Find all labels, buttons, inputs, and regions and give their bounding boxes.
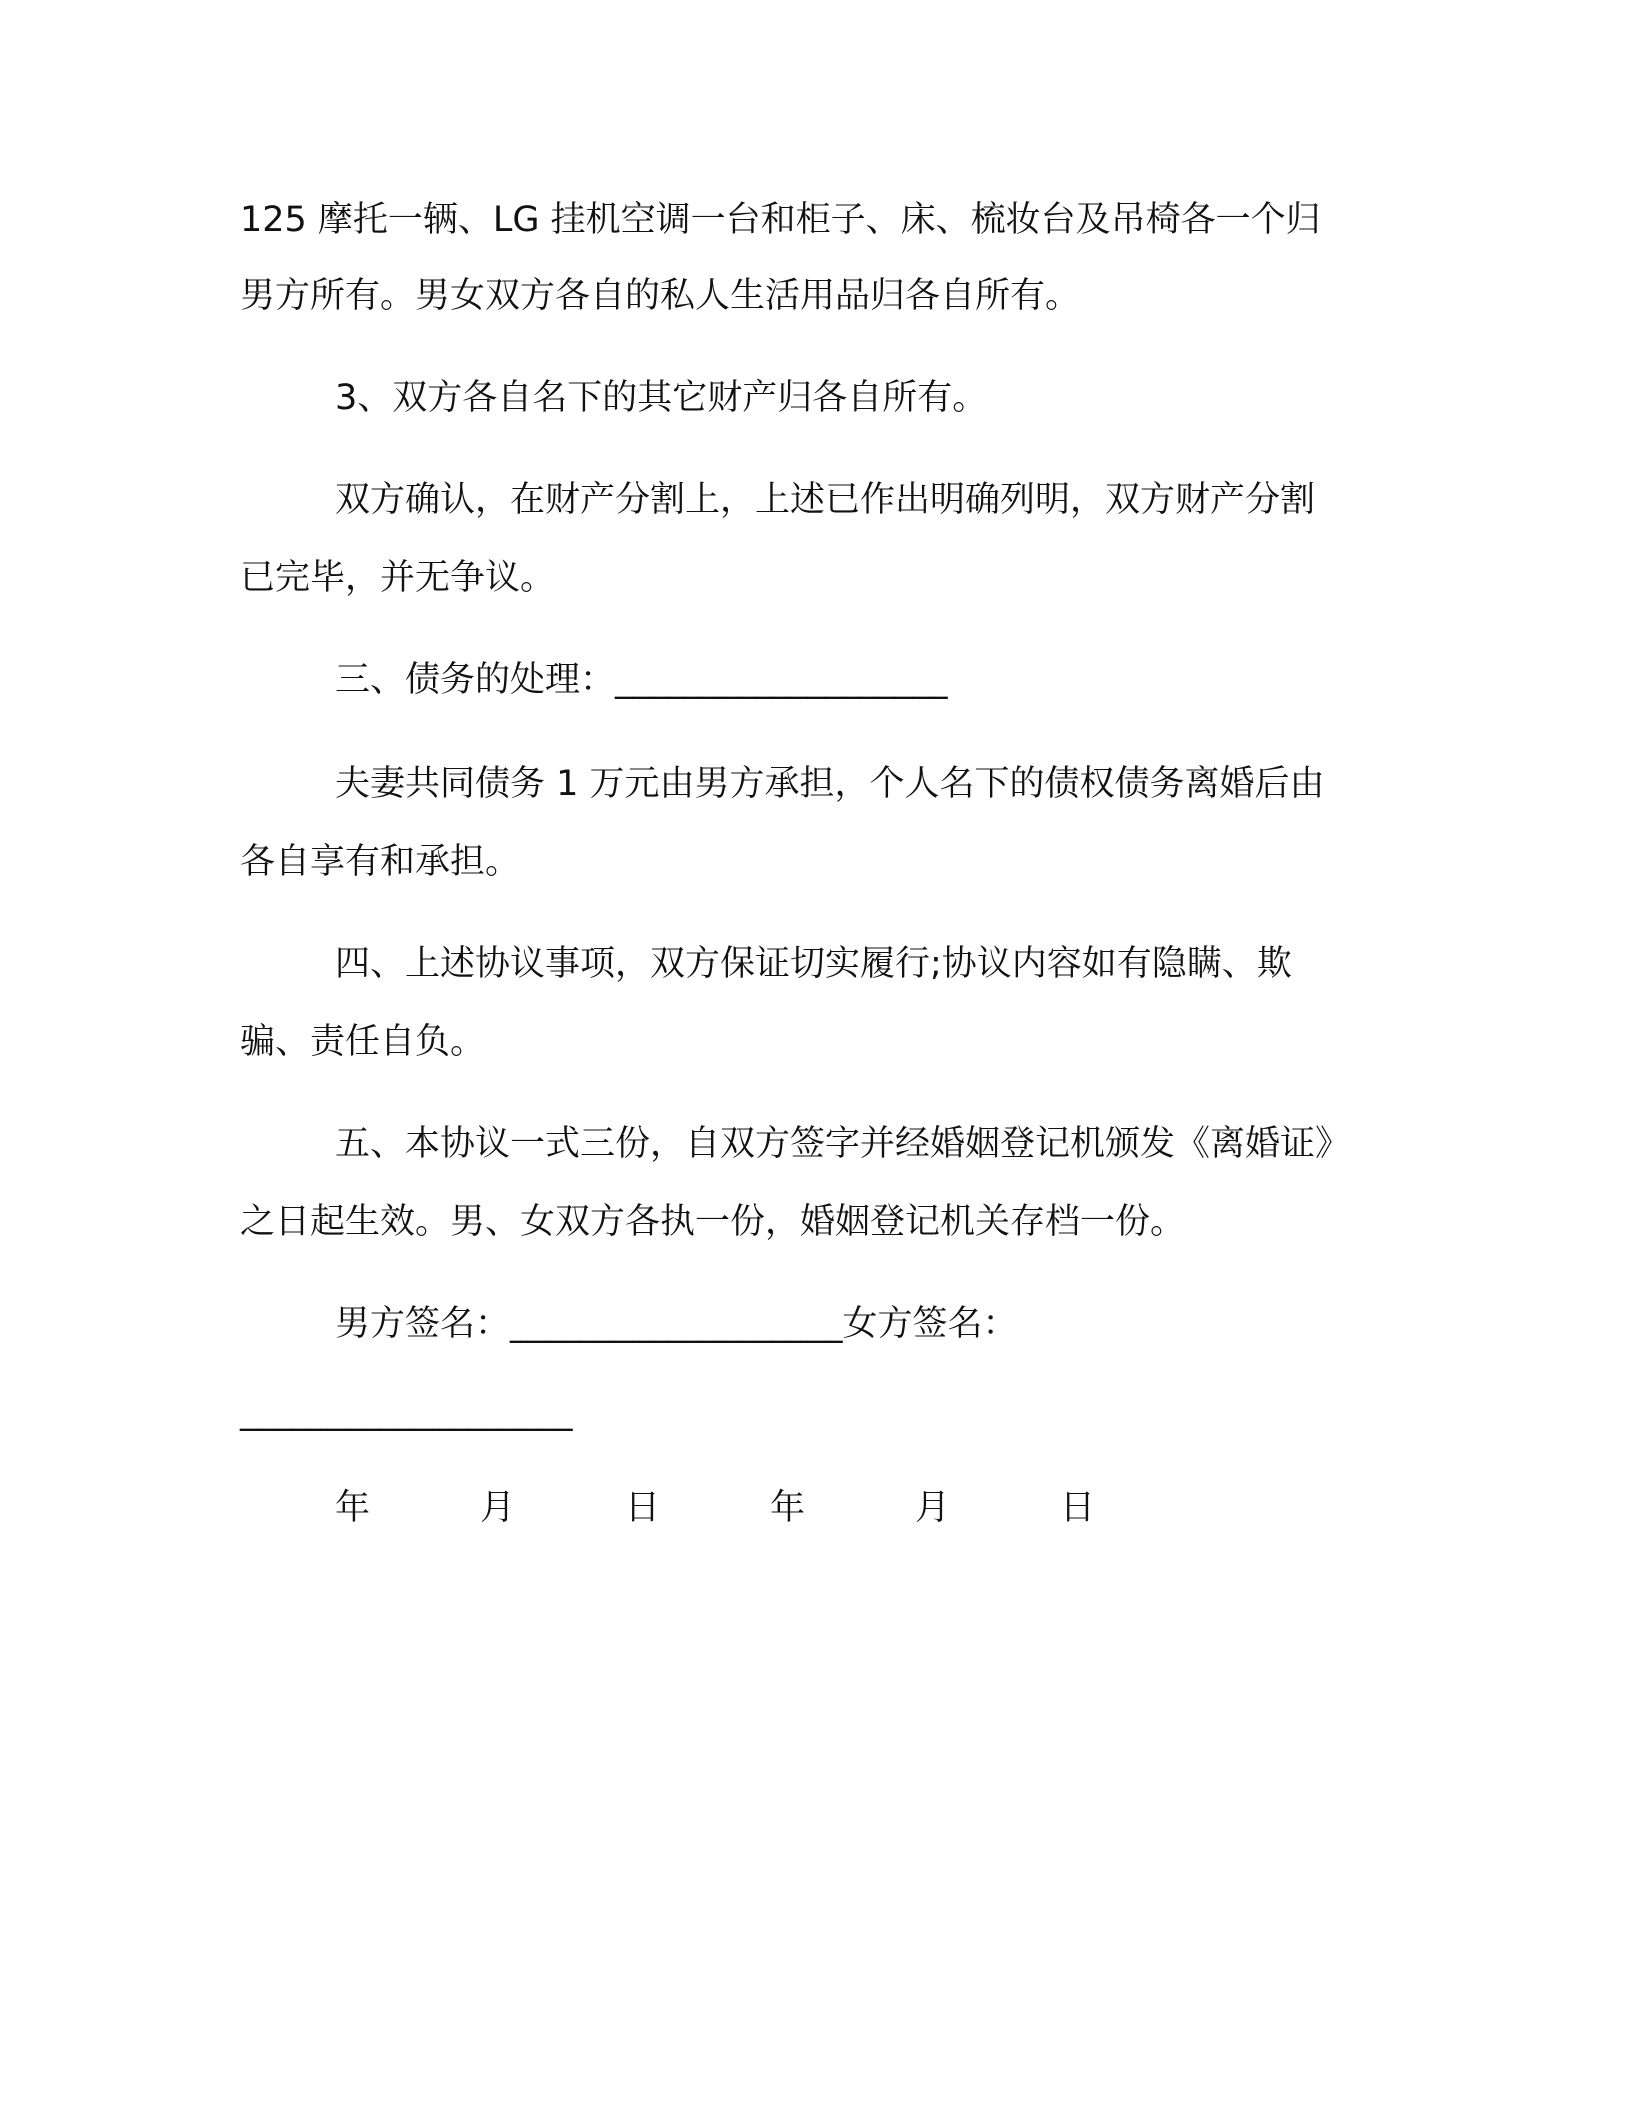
date-day: 日 — [625, 1488, 661, 1528]
date-day: 日 — [1060, 1488, 1096, 1528]
paragraph-line: 骗、责任自负。 — [240, 1022, 486, 1062]
date-month: 月 — [915, 1488, 951, 1528]
paragraph-line: 五、本协议一式三份，自双方签字并经婚姻登记机颁发《离婚证》 — [335, 1124, 1351, 1164]
date-month: 月 — [480, 1488, 516, 1528]
date-year: 年 — [335, 1488, 371, 1528]
paragraph-line: 四、上述协议事项，双方保证切实履行;协议内容如有隐瞒、欺 — [335, 944, 1292, 984]
paragraph-line: 125 摩托一辆、LG 挂机空调一台和柜子、床、梳妆台及吊椅各一个归 — [240, 200, 1321, 240]
paragraph-line: 之日起生效。男、女双方各执一份，婚姻登记机关存档一份。 — [240, 1202, 1186, 1242]
paragraph-line: 男方所有。男女双方各自的私人生活用品归各自所有。 — [240, 276, 1081, 316]
signature-blank: ___________________ — [240, 1392, 573, 1432]
signature-line: 男方签名：___________________女方签名： — [335, 1304, 1018, 1344]
section-heading: 三、债务的处理：___________________ — [335, 660, 948, 700]
paragraph-line: 各自享有和承担。 — [240, 842, 521, 882]
date-row — [335, 1484, 1120, 1532]
paragraph-line: 双方确认，在财产分割上，上述已作出明确列明，双方财产分割 — [335, 480, 1316, 520]
paragraph-line: 已完毕，并无争议。 — [240, 558, 556, 598]
paragraph-line: 夫妻共同债务 1 万元由男方承担，个人名下的债权债务离婚后由 — [335, 764, 1325, 804]
date-year: 年 — [770, 1488, 806, 1528]
paragraph-line: 3、双方各自名下的其它财产归各自所有。 — [335, 378, 988, 418]
